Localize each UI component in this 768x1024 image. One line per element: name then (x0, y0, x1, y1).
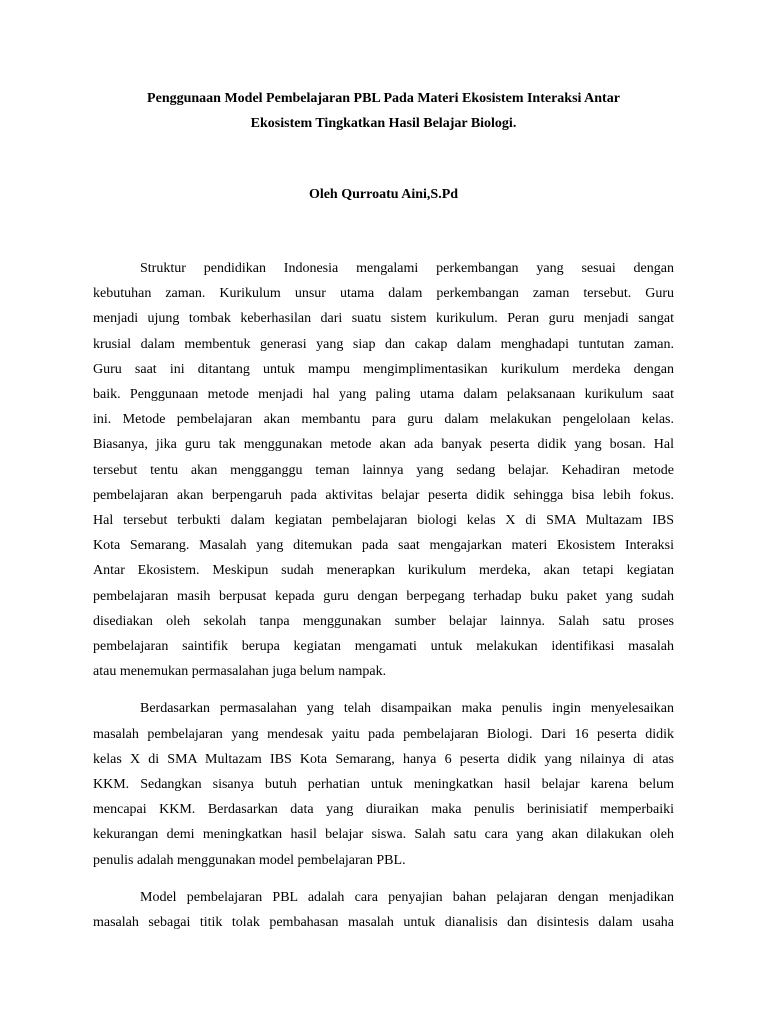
paragraph-line: Hal tersebut terbukti dalam kegiatan pembelajaran biologi kelas X di SMA Multazam IBS (93, 513, 674, 529)
paragraph-line: Model pembelajaran PBL adalah cara penyajian bahan pelajaran dengan menjadikan (140, 889, 674, 905)
paragraph-line: kekurangan demi meningkatkan hasil belajar siswa. Salah satu cara yang akan dilakukan oleh (93, 827, 674, 843)
paragraph-line: penulis adalah menggunakan model pembelajaran PBL. (93, 852, 406, 868)
body-paragraph (93, 696, 674, 872)
paragraph-line: atau menemukan permasalahan juga belum nampak. (93, 664, 387, 680)
paragraph-line: menjadi ujung tombak keberhasilan dari suatu sistem kurikulum. Peran guru menjadi sangat (93, 311, 674, 327)
document-page (93, 86, 674, 935)
paragraph-line: Guru saat ini ditantang untuk mampu mengimplimentasikan kurikulum merdeka dengan (93, 361, 674, 377)
body-text (93, 256, 674, 935)
paragraph-line: Kota Semarang. Masalah yang ditemukan pada saat mengajarkan materi Ekosistem Interaksi (93, 538, 674, 554)
body-paragraph (93, 256, 674, 684)
paragraph-line: kebutuhan zaman. Kurikulum unsur utama dalam perkembangan zaman tersebut. Guru (93, 286, 674, 302)
author-byline: Oleh Qurroatu Aini,S.Pd (308, 187, 459, 202)
paragraph-line: tersebut tentu akan mengganggu teman lainnya yang sedang belajar. Kehadiran metode (93, 462, 674, 478)
paragraph-line: kelas X di SMA Multazam IBS Kota Semarang, hanya 6 peserta didik yang nilainya di atas (93, 751, 674, 767)
paragraph-line: krusial dalam membentuk generasi yang siap dan cakap dalam menghadapi tuntutan zaman. (93, 336, 674, 352)
paragraph-line: masalah sebagai titik tolak pembahasan masalah untuk dianalisis dan disintesis dalam usaha (93, 915, 674, 931)
paragraph-line: Struktur pendidikan Indonesia mengalami perkembangan yang sesuai dengan (140, 261, 674, 276)
paragraph-line: baik. Penggunaan metode menjadi hal yang paling utama dalam pelaksanaan kurikulum saat (93, 387, 674, 403)
paragraph-line: pembelajaran masih berpusat kepada guru dengan berpegang terhadap buku paket yang sudah (93, 588, 674, 604)
paragraph-line: disediakan oleh sekolah tanpa menggunakan sumber belajar lainnya. Salah satu proses (93, 613, 674, 629)
title-line: Ekosistem Tingkatkan Hasil Belajar Biologi. (250, 116, 517, 131)
paragraph-line: Berdasarkan permasalahan yang telah disampaikan maka penulis ingin menyelesaikan (140, 701, 674, 717)
paragraph-line: pembelajaran saintifik berupa kegiatan mengamati untuk melakukan identifikasi masalah (93, 639, 674, 655)
document-title (93, 86, 674, 136)
paragraph-line: mencapai KKM. Berdasarkan data yang diuraikan maka penulis berinisiatif memperbaiki (93, 802, 674, 818)
title-line: Penggunaan Model Pembelajaran PBL Pada Materi Ekosistem Interaksi Antar (147, 91, 620, 106)
paragraph-line: KKM. Sedangkan sisanya butuh perhatian untuk meningkatkan hasil belajar karena belum (93, 777, 674, 793)
paragraph-line: Antar Ekosistem. Meskipun sudah menerapkan kurikulum merdeka, akan tetapi kegiatan (93, 563, 674, 579)
paragraph-line: ini. Metode pembelajaran akan membantu para guru dalam melakukan pengelolaan kelas. (93, 412, 674, 428)
paragraph-line: pembelajaran akan berpengaruh pada aktivitas belajar peserta didik sehingga bisa lebih fokus. (93, 487, 674, 503)
body-paragraph (93, 885, 674, 935)
paragraph-line: masalah pembelajaran yang mendesak yaitu pada pembelajaran Biologi. Dari 16 peserta didik (93, 726, 674, 742)
paragraph-line: Biasanya, jika guru tak menggunakan metode akan ada banyak peserta didik yang bosan. Hal (93, 437, 674, 453)
